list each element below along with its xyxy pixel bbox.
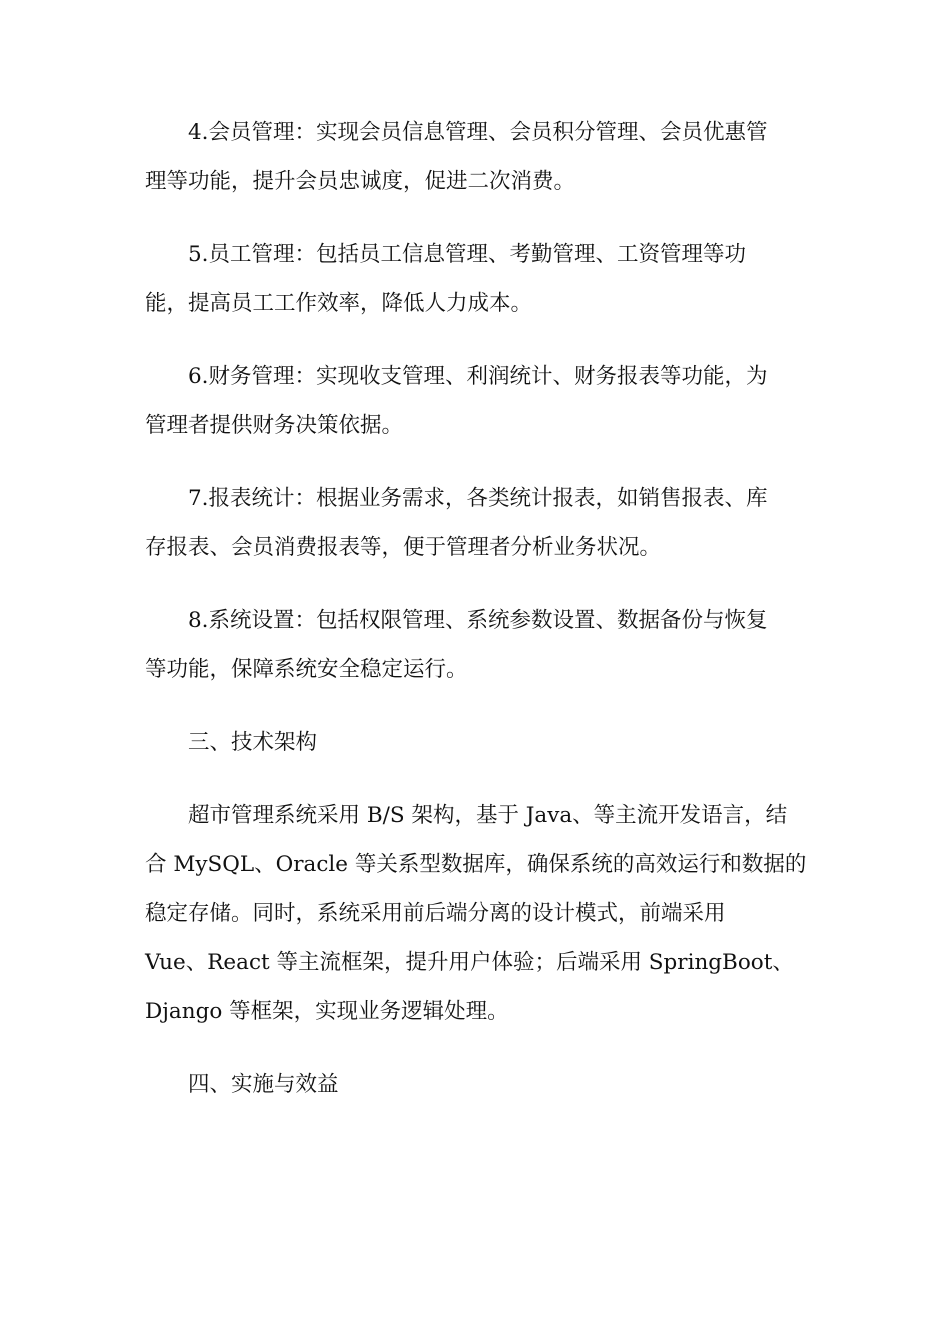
paragraph-line: 等功能，保障系统安全稳定运行。 bbox=[145, 657, 468, 682]
section-heading-tech-architecture: 三、技术架构 bbox=[188, 730, 318, 755]
paragraph-report-statistics bbox=[145, 474, 805, 572]
paragraph-line: Vue、React 等主流框架，提升用户体验；后端采用 SpringBoot、 bbox=[145, 950, 794, 975]
document-body bbox=[145, 108, 805, 1133]
paragraph-finance-management bbox=[145, 352, 805, 450]
paragraph-member-management bbox=[145, 108, 805, 206]
paragraph-system-settings bbox=[145, 596, 805, 694]
paragraph-line: 存报表、会员消费报表等，便于管理者分析业务状况。 bbox=[145, 535, 662, 560]
paragraph-line: 超市管理系统采用 B/S 架构，基于 Java、等主流开发语言，结 bbox=[188, 803, 788, 828]
paragraph-line: 合 MySQL、Oracle 等关系型数据库，确保系统的高效运行和数据的 bbox=[145, 852, 807, 877]
paragraph-staff-management bbox=[145, 230, 805, 328]
paragraph-line: 稳定存储。同时，系统采用前后端分离的设计模式，前端采用 bbox=[145, 901, 726, 926]
paragraph-line: 8.系统设置：包括权限管理、系统参数设置、数据备份与恢复 bbox=[188, 608, 768, 633]
paragraph-line: 能，提高员工工作效率，降低人力成本。 bbox=[145, 291, 533, 316]
paragraph-line: 6.财务管理：实现收支管理、利润统计、财务报表等功能，为 bbox=[188, 364, 768, 389]
paragraph-line: Django 等框架，实现业务逻辑处理。 bbox=[145, 999, 509, 1024]
paragraph-tech-architecture bbox=[145, 791, 805, 1036]
paragraph-line: 理等功能，提升会员忠诚度，促进二次消费。 bbox=[145, 169, 576, 194]
paragraph-line: 5.员工管理：包括员工信息管理、考勤管理、工资管理等功 bbox=[188, 242, 747, 267]
section-heading-implementation-benefits: 四、实施与效益 bbox=[188, 1072, 339, 1097]
paragraph-line: 管理者提供财务决策依据。 bbox=[145, 413, 404, 438]
paragraph-line: 4.会员管理：实现会员信息管理、会员积分管理、会员优惠管 bbox=[188, 120, 768, 145]
paragraph-line: 7.报表统计：根据业务需求，各类统计报表，如销售报表、库 bbox=[188, 486, 768, 511]
